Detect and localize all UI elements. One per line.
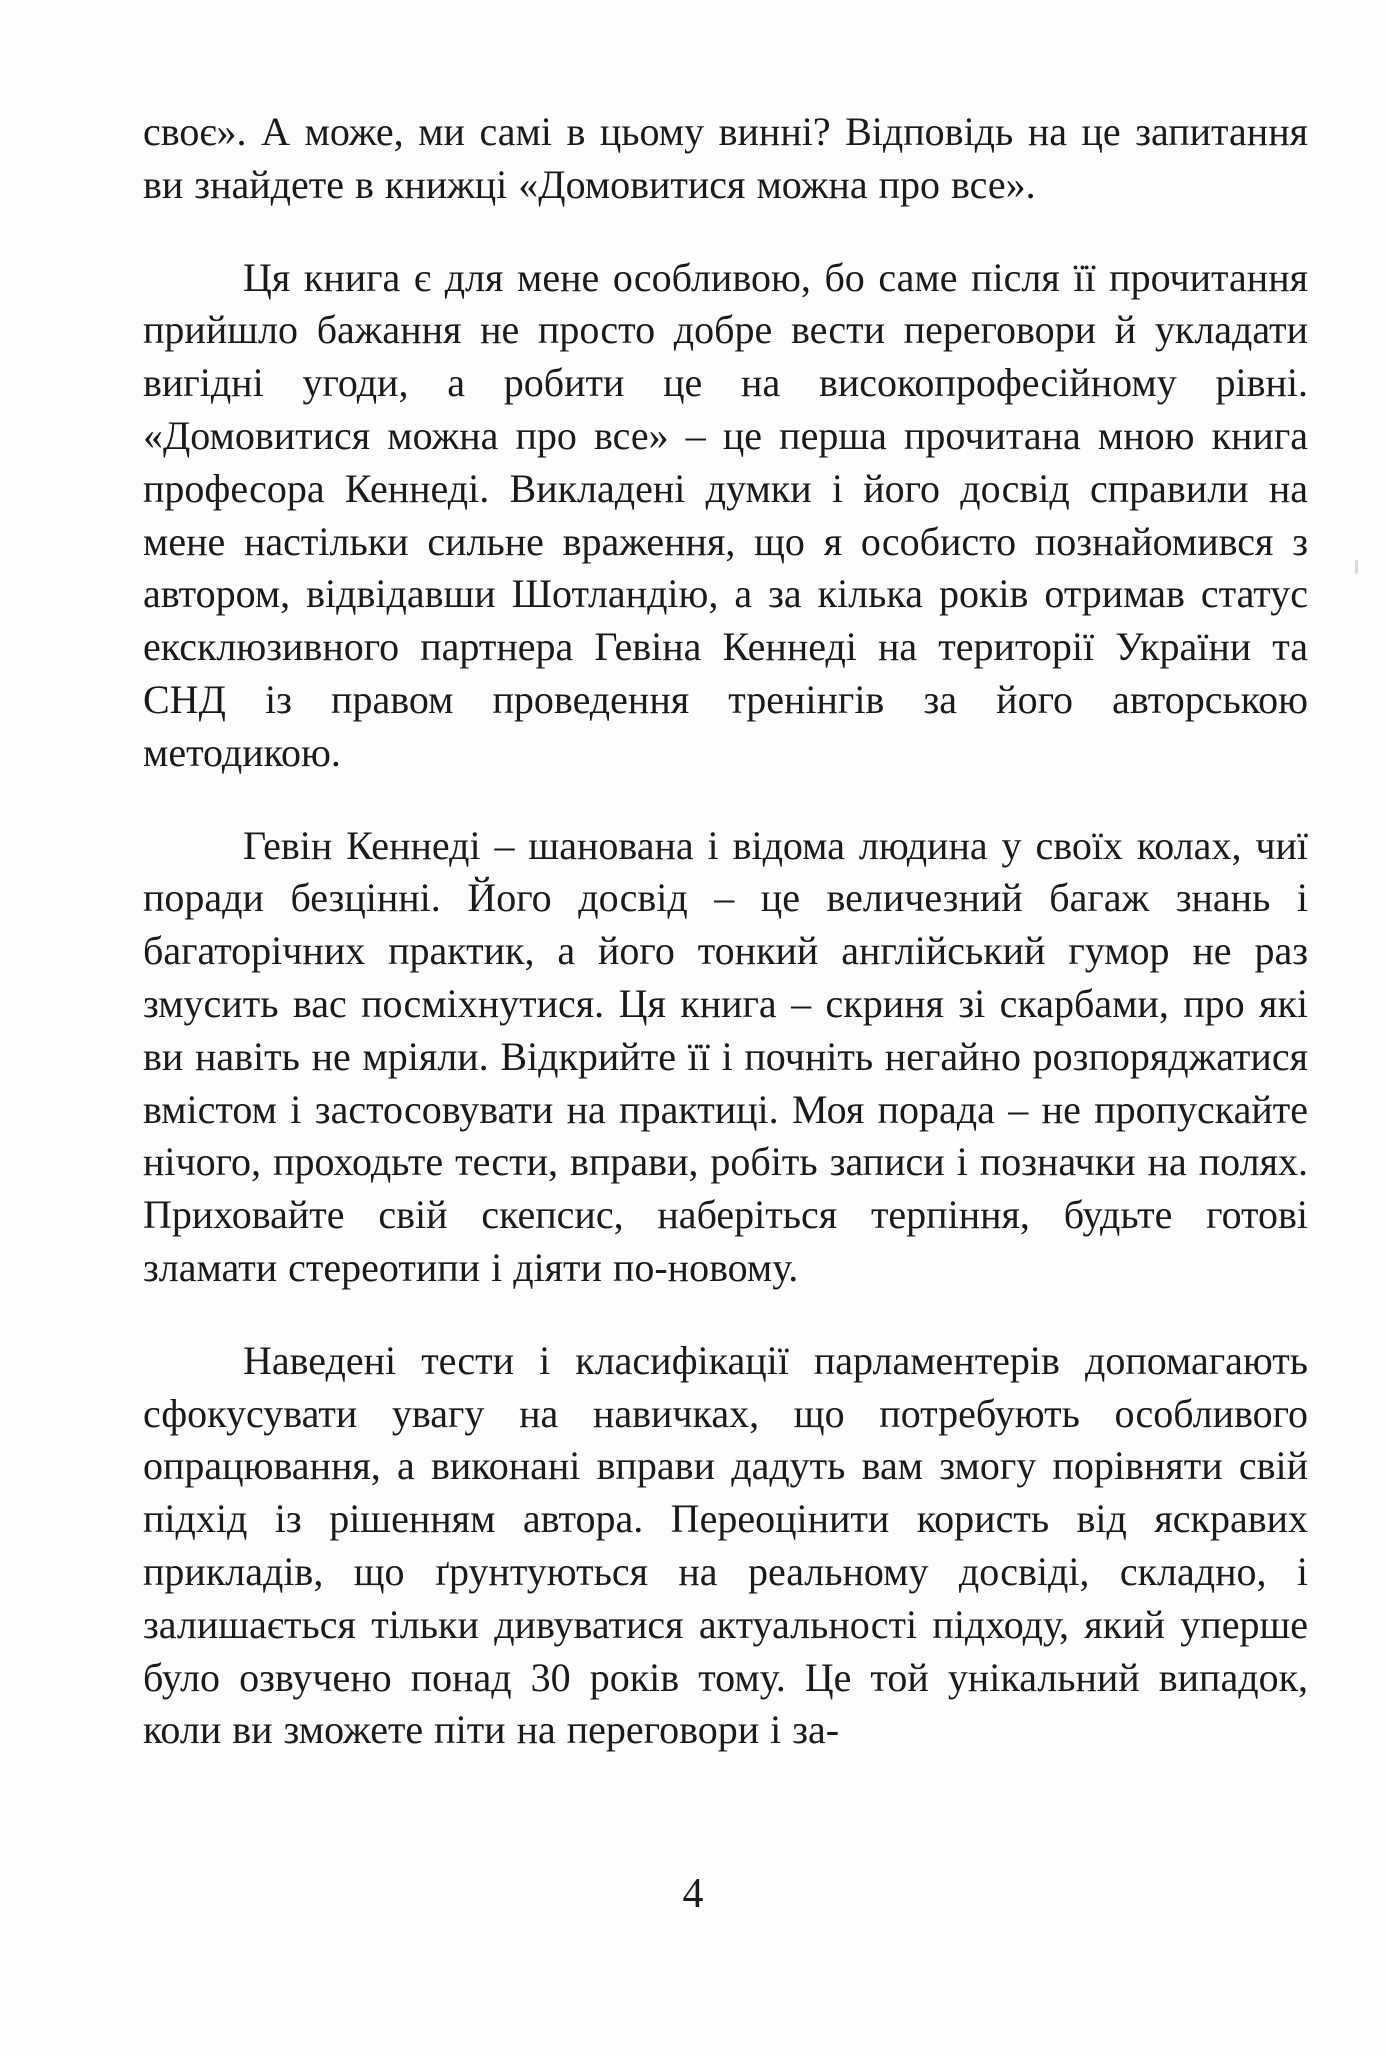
paragraph-continuation: своє». А може, ми самі в цьому винні? Відповідь на це запитання ви знайдете в книжці «Домовитися можна про все». — [143, 109, 1308, 207]
body-text — [143, 106, 1308, 1757]
scan-speck — [1355, 560, 1358, 574]
paragraph-tests-and-exercises: Наведені тести і класифікації парламентерів допомагають сфокусувати увагу на навичках, що потребують особливого опрацювання, а виконані вправи дадуть вам змогу порівняти свій підхід із рішенням автора. Переоцінити користь від яскравих прикладів, що ґрунтуються на реальному досвіді, складно, і залишається тільки дивуватися актуальності підходу, який уперше було озвучено понад 30 років тому. Це той унікальний випадок, коли ви зможете піти на переговори і за- — [143, 1337, 1308, 1753]
paragraph-book-importance: Ця книга є для мене особливою, бо саме після її прочитання прийшло бажання не просто добре вести переговори й укладати вигідні угоди, а робити це на високопрофесійному рівні. «Домовитися можна про все» – це перша прочитана мною книга професора Кеннеді. Викладені думки і його досвід справили на мене настільки сильне враження, що я особисто познайомився з автором, відвідавши Шотландію, а за кілька років отримав статус ексклюзивного партнера Гевіна Кеннеді на території України та СНД із правом проведення тренінгів за його авторською методикою. — [143, 254, 1308, 775]
paragraph-about-kennedy: Гевін Кеннеді – шанована і відома людина у своїх колах, чиї поради безцінні. Його досвід – це величезний багаж знань і багаторічних практик, а його тонкий англійський гумор не раз змусить вас посміхнутися. Ця книга – скриня зі скарбами, про які ви навіть не мріяли. Відкрийте її і почніть негайно розпоряджатися вмістом і застосовувати на практиці. Моя порада – не пропускайте нічого, проходьте тести, вправи, робіть записи і позначки на полях. Приховайте свій скепсис, наберіться терпіння, будьте готові зламати стереотипи і діяти по-новому. — [143, 822, 1308, 1290]
page-number: 4 — [682, 1871, 704, 1917]
